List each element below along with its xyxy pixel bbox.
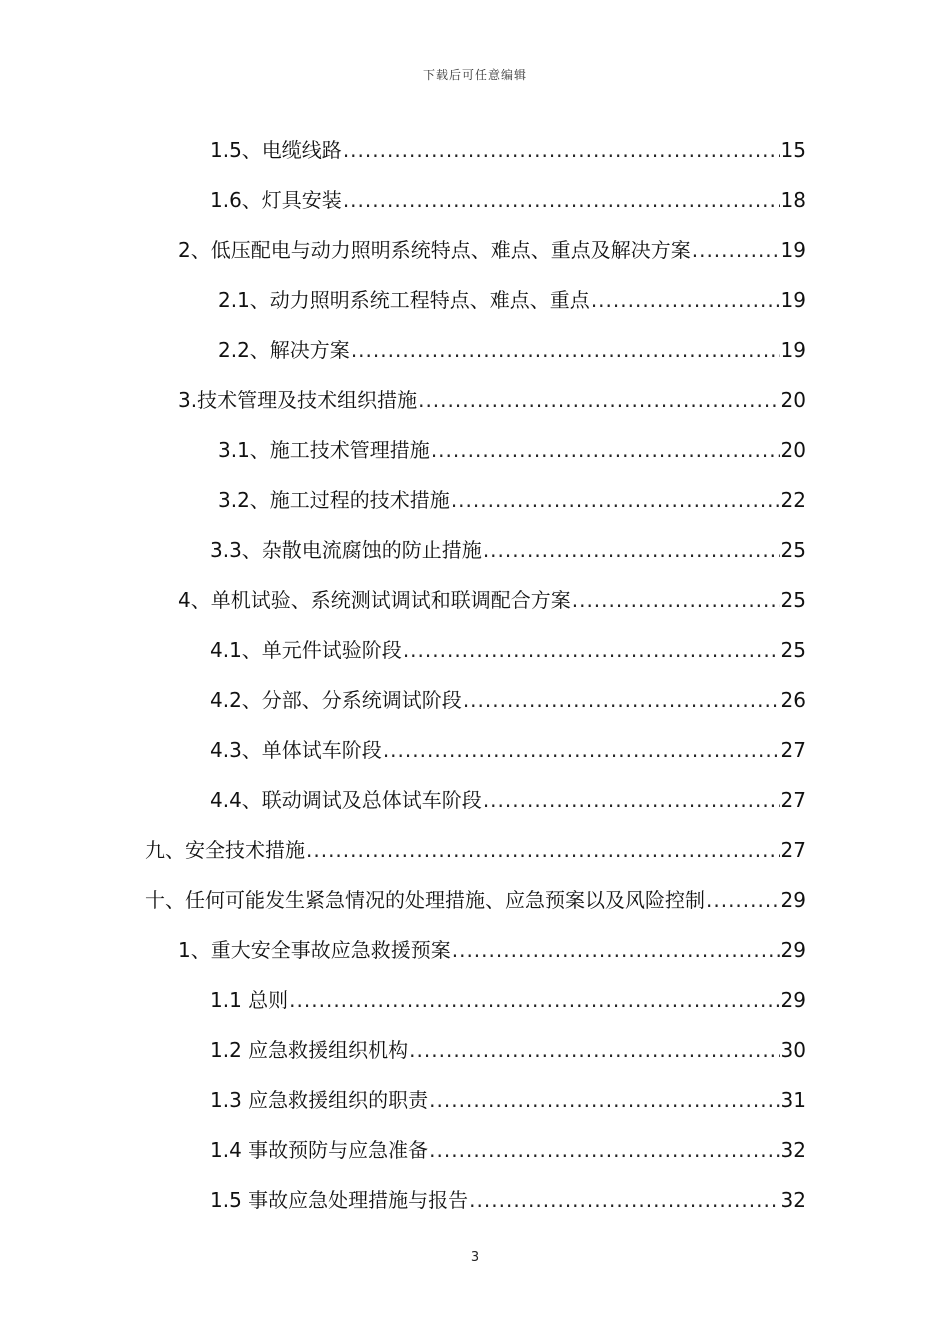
toc-entry-label: 2.2、解决方案 bbox=[218, 338, 350, 362]
toc-dot-leader bbox=[572, 582, 780, 618]
toc-dot-leader bbox=[343, 182, 780, 218]
toc-entry-label: 2.1、动力照明系统工程特点、难点、重点 bbox=[218, 288, 590, 312]
toc-entry-label: 4.1、单元件试验阶段 bbox=[210, 638, 402, 662]
toc-entry[interactable] bbox=[210, 732, 806, 768]
toc-entry[interactable] bbox=[210, 1082, 806, 1118]
toc-dot-leader bbox=[692, 232, 780, 268]
toc-entry[interactable] bbox=[218, 432, 806, 468]
toc-entry-label: 1、重大安全事故应急救援预案 bbox=[178, 938, 451, 962]
toc-dot-leader bbox=[289, 982, 779, 1018]
toc-entry-label: 1.3 应急救援组织的职责 bbox=[210, 1088, 429, 1112]
toc-entry[interactable] bbox=[210, 1132, 806, 1168]
toc-entry-label: 1.6、灯具安装 bbox=[210, 188, 342, 212]
toc-entry-page: 32 bbox=[780, 1138, 806, 1162]
toc-entry-page: 29 bbox=[780, 888, 806, 912]
toc-dot-leader bbox=[463, 682, 780, 718]
toc-dot-leader bbox=[383, 732, 780, 768]
toc-entry-label: 1.2 应急救援组织机构 bbox=[210, 1038, 409, 1062]
toc-entry-label: 3.2、施工过程的技术措施 bbox=[218, 488, 450, 512]
toc-entry[interactable] bbox=[218, 482, 806, 518]
toc-entry-label: 4.2、分部、分系统调试阶段 bbox=[210, 688, 462, 712]
toc-entry-page: 27 bbox=[780, 788, 806, 812]
toc-dot-leader bbox=[451, 482, 780, 518]
toc-entry-page: 25 bbox=[780, 538, 806, 562]
toc-dot-leader bbox=[351, 332, 780, 368]
toc-dot-leader bbox=[452, 932, 780, 968]
toc-entry-page: 20 bbox=[780, 438, 806, 462]
toc-entry-page: 25 bbox=[780, 588, 806, 612]
toc-entry[interactable] bbox=[210, 1182, 806, 1218]
toc-entry[interactable] bbox=[218, 282, 806, 318]
toc-entry[interactable] bbox=[178, 232, 806, 268]
toc-entry[interactable] bbox=[210, 532, 806, 568]
toc-entry-page: 19 bbox=[780, 288, 806, 312]
toc-entry-page: 15 bbox=[780, 138, 806, 162]
toc-entry-page: 32 bbox=[780, 1188, 806, 1212]
toc-dot-leader bbox=[409, 1032, 779, 1068]
toc-entry-label: 1.5 事故应急处理措施与报告 bbox=[210, 1188, 469, 1212]
toc-entry[interactable] bbox=[145, 832, 806, 868]
toc-entry[interactable] bbox=[210, 782, 806, 818]
toc-entry-page: 29 bbox=[780, 938, 806, 962]
toc-entry-page: 27 bbox=[780, 738, 806, 762]
toc-dot-leader bbox=[418, 382, 779, 418]
toc-entry[interactable] bbox=[210, 1032, 806, 1068]
toc-entry-page: 19 bbox=[780, 238, 806, 262]
toc-entry-label: 3.1、施工技术管理措施 bbox=[218, 438, 430, 462]
toc-entry[interactable] bbox=[210, 982, 806, 1018]
toc-entry-label: 4.4、联动调试及总体试车阶段 bbox=[210, 788, 482, 812]
toc-dot-leader bbox=[343, 132, 780, 168]
toc-dot-leader bbox=[591, 282, 780, 318]
toc-entry-page: 30 bbox=[780, 1038, 806, 1062]
toc-entry-label: 2、低压配电与动力照明系统特点、难点、重点及解决方案 bbox=[178, 238, 691, 262]
toc-entry-page: 29 bbox=[780, 988, 806, 1012]
toc-entry[interactable] bbox=[210, 632, 806, 668]
toc-entry[interactable] bbox=[210, 132, 806, 168]
toc-entry-page: 26 bbox=[780, 688, 806, 712]
toc-entry-label: 4、单机试验、系统测试调试和联调配合方案 bbox=[178, 588, 571, 612]
toc-dot-leader bbox=[431, 432, 780, 468]
toc-dot-leader bbox=[429, 1082, 779, 1118]
toc-entry-label: 3.技术管理及技术组织措施 bbox=[178, 388, 418, 412]
toc-entry[interactable] bbox=[178, 932, 806, 968]
toc-entry[interactable] bbox=[210, 182, 806, 218]
toc-entry-label: 九、安全技术措施 bbox=[145, 838, 305, 862]
toc-entry[interactable] bbox=[178, 582, 806, 618]
toc-entry[interactable] bbox=[178, 382, 806, 418]
toc-dot-leader bbox=[403, 632, 780, 668]
toc-dot-leader bbox=[483, 782, 780, 818]
toc-entry-label: 1.4 事故预防与应急准备 bbox=[210, 1138, 429, 1162]
toc-entry[interactable] bbox=[145, 882, 806, 918]
toc-entry-label: 十、任何可能发生紧急情况的处理措施、应急预案以及风险控制 bbox=[145, 888, 705, 912]
header-note: 下载后可任意编辑 bbox=[422, 68, 527, 82]
toc-entry-page: 25 bbox=[780, 638, 806, 662]
toc-entry-page: 20 bbox=[780, 388, 806, 412]
toc-entry-page: 18 bbox=[780, 188, 806, 212]
toc-entry-label: 1.5、电缆线路 bbox=[210, 138, 342, 162]
toc-entry-page: 27 bbox=[780, 838, 806, 862]
toc-entry[interactable] bbox=[210, 682, 806, 718]
toc-entry-label: 4.3、单体试车阶段 bbox=[210, 738, 382, 762]
toc-entry-label: 1.1 总则 bbox=[210, 988, 289, 1012]
toc-dot-leader bbox=[306, 832, 780, 868]
toc-dot-leader bbox=[483, 532, 780, 568]
page-number: 3 bbox=[470, 1250, 480, 1265]
toc-entry-page: 31 bbox=[780, 1088, 806, 1112]
toc-entry-page: 19 bbox=[780, 338, 806, 362]
toc-entry-label: 3.3、杂散电流腐蚀的防止措施 bbox=[210, 538, 482, 562]
toc-entry[interactable] bbox=[218, 332, 806, 368]
toc-entry-page: 22 bbox=[780, 488, 806, 512]
toc-dot-leader bbox=[429, 1132, 779, 1168]
toc-dot-leader bbox=[469, 1182, 779, 1218]
toc-dot-leader bbox=[706, 882, 780, 918]
